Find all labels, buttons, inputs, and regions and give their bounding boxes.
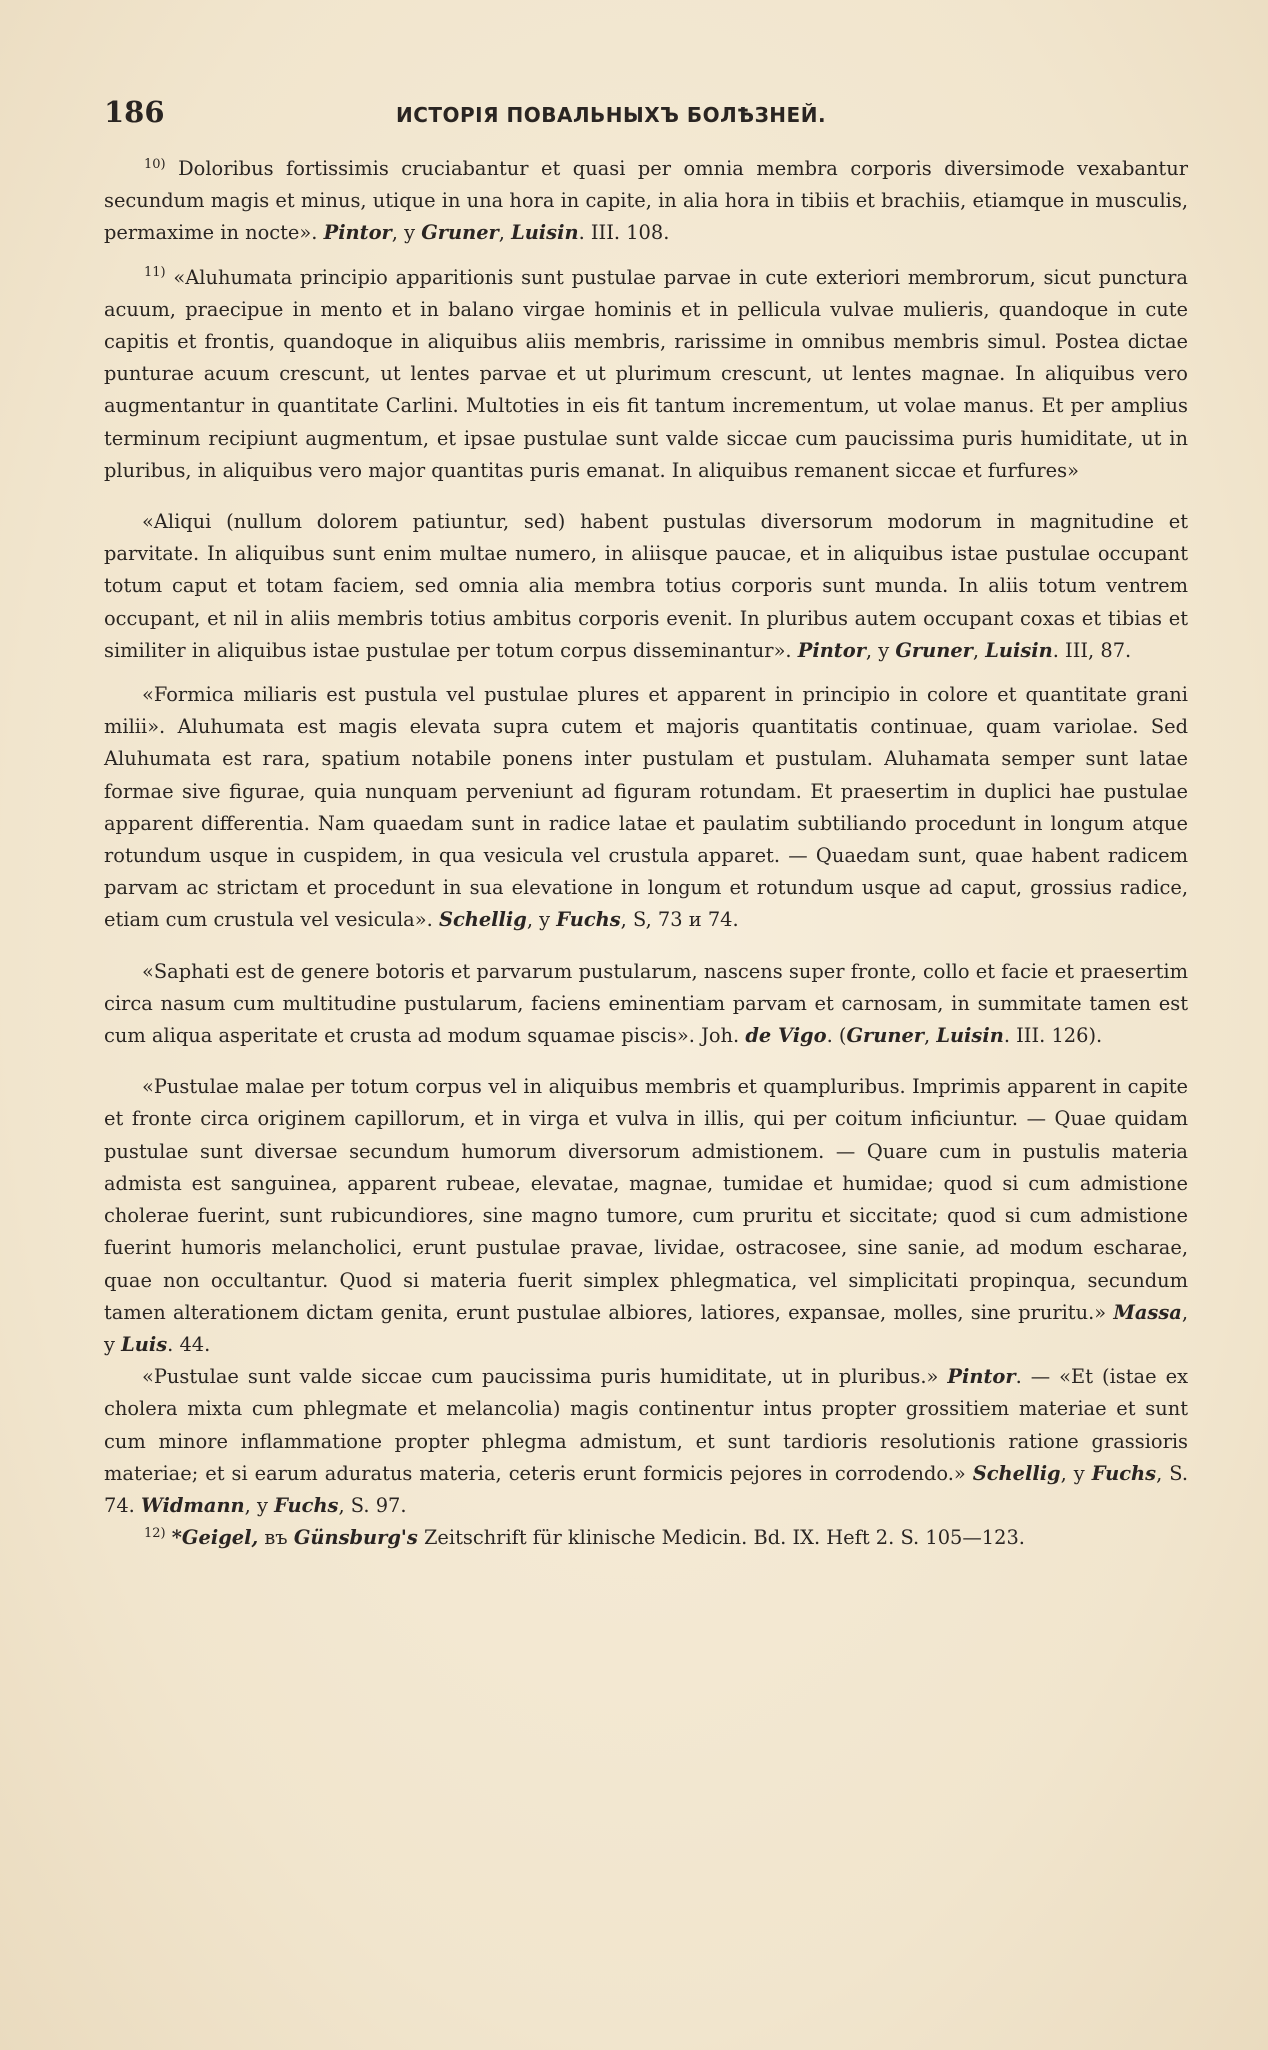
citation-author: Pintor — [323, 221, 392, 245]
citation — [745, 1024, 1102, 1047]
running-title: ИСТОРІЯ ПОВАЛЬНЫХЪ БОЛѢЗНЕЙ. — [395, 103, 827, 127]
citation-text: , y — [244, 1493, 275, 1517]
citation-text: Zeitschrift für klinische Medicin. Bd. IX. Heft 2. S. 105—123. — [417, 1526, 1025, 1550]
page-header — [104, 95, 1188, 135]
citation-text: , y — [1060, 1461, 1092, 1485]
citation-text: въ — [258, 1526, 294, 1550]
citation-text: . III. 126). — [1003, 1024, 1103, 1048]
citation-text: , S. 74. — [104, 1461, 1188, 1517]
citation-text: , — [498, 221, 512, 245]
footnote-text: Doloribus fortissimis cruciabantur et quasi per omnia membra corporis diversimode vexabantur secundum magis et minus, utique in una hora in capite, in alia hora in tibiis et brachiis, etiamque in musculis, permaxime in nocte». — [104, 157, 1188, 245]
page-number: 186 — [104, 95, 165, 129]
paragraph-text: «Saphati est de genere botoris et parvarum pustularum, nascens super fronte, collo et facie et praesertim circa nasum cum multitudine pustularum, faciens eminentiam parvam et carnosam, in summitate tamen est cum aliqua asperitate et crusta ad modum squamae piscis». Joh. — [104, 959, 1188, 1048]
citation-author: Gruner — [895, 638, 973, 662]
footnote-11-paragraph-3 — [104, 679, 1188, 937]
paragraph-text: «Pustulae sunt valde siccae cum paucissima puris humiditate, ut in pluribus.» — [142, 1365, 948, 1389]
citation-author: Luis — [121, 1332, 168, 1356]
citation — [798, 639, 1131, 662]
citation-text: . ( — [826, 1024, 847, 1048]
citation-author: Günsburg's — [293, 1526, 418, 1550]
citation-author: Massa — [1113, 1300, 1182, 1324]
citation-text: , y — [526, 908, 557, 932]
footnote-12 — [104, 1522, 1188, 1554]
citation-author: Fuchs — [556, 908, 621, 932]
footnote-text: «Aluhumata principio apparitionis sunt pustulae parvae in cute exteriori membrorum, sicut punctura acuum, praecipue in mento et in balano virgae hominis et in pellicula vulvae mulieris, quandoque in cute capitis et frontis, quandoque in aliquibus aliis membris, rarissime in omnibus membris simul. Postea dictae punturae acuum crescunt, ut lentes parvae et ut plurimum crescunt, ut lentes magnae. In aliquibus vero augmentantur in quantitate Carlini. Multoties in eis fit tantum incrementum, ut volae manus. Et per amplius terminum recipiunt augmentum, et ipsae pustulae sunt valde siccae cum paucissima puris humiditate, ut in pluribus, in aliquibus vero major quantitas puris emanat. In aliquibus remanent siccae et furfures» — [104, 265, 1188, 482]
citation-text: , S. 97. — [338, 1493, 407, 1517]
citation-author: Luisin — [511, 221, 579, 245]
citation-author: *Geigel, — [171, 1526, 259, 1550]
footnote-10 — [104, 153, 1188, 250]
citation-author: Widmann — [141, 1493, 245, 1517]
footnote-11-paragraph-4 — [104, 956, 1188, 1053]
footnote-11 — [104, 262, 1188, 487]
footnote-marker: 11) — [144, 265, 166, 281]
paragraph-text: «Aliqui (nullum dolorem patiuntur, sed) habent pustulas diversorum modorum in magnitudine et parvitate. In aliquibus sunt enim multae numero, in aliisque paucae, et in aliquibus istae pustulae occupant totum caput et totam faciem, sed omnia alia membra totius corporis sunt munda. In aliis totum ventrem occupant, et nil in aliis membris totius ambitus corporis evenit. In pluribus autem occupant coxas et tibias et similiter in aliquibus istae pustulae per totum corpus disseminantur». — [104, 510, 1188, 662]
citation-author: Gruner — [846, 1024, 924, 1048]
citation-text: . III. 108. — [578, 221, 670, 245]
paragraph-text: «Pustulae malae per totum corpus vel in aliquibus membris et quampluribus. Imprimis apparent in capite et fronte circa originem capillorum, et in virga et vulva in illis, qui per coitum inficiuntur. — Quae quidam pustulae sunt diversae secundum humorum diversorum admistionem. — Quare cum in pustulis materia admista est sanguinea, apparent rubeae, elevatae, magnae, tumidae et humidae; quod si cum admistione cholerae fuerint, sunt rubicundiores, sine magno tumore, cum pruritu et siccitate; quod si cum admistione fuerint humoris melancholici, erunt pustulae pravae, lividae, ostracosee, sine sanie, ad modum escharae, quae non occultantur. Quod si materia fuerit simplex phlegmatica, vel simplicitati propinqua, secundum tamen alterationem dictam genita, erunt pustulae albiores, latiores, expansae, molles, sine pruritu.» — [104, 1075, 1188, 1324]
citation-text: , — [972, 638, 986, 662]
footnote-11-paragraph-5 — [104, 1071, 1188, 1361]
paragraph-text: «Formica miliaris est pustula vel pustulae plures et apparent in principio in colore et quantitate grani milii». Aluhumata est magis elevata supra cutem et majoris quantitatis continuae, quam variolae. Sed Aluhumata est rara, spatium notabile ponens inter pustulam et pustulam. Aluhamata semper sunt latae formae sive figurae, quia nunquam perveniunt ad figuram rotundam. Et praesertim in duplici hae pustulae apparent differentia. Nam quaedam sunt in radice latae et paulatim subtiliando procedunt in longum atque rotundum usque in cuspidem, in qua vesicula vel crustula apparet. — Quaedam sunt, quae habent radicem parvam ac strictam et procedunt in sua elevatione in longum et rotundum usque ad caput, grossius radice, etiam cum crustula vel vesicula». — [104, 683, 1188, 932]
citation-author: Fuchs — [1091, 1461, 1157, 1485]
citation-author: de Vigo — [745, 1024, 827, 1048]
citation — [439, 908, 739, 931]
footnote-11-paragraph-6 — [104, 1361, 1188, 1522]
citation-author: Gruner — [421, 221, 499, 245]
citation-text: , y — [865, 638, 896, 662]
citation-text: . III, 87. — [1052, 638, 1132, 662]
citation-text: , y — [391, 221, 422, 245]
citation-text: , S, 73 и 74. — [620, 908, 739, 932]
footnote-11-paragraph-2 — [104, 506, 1188, 667]
citation-author: Luisin — [936, 1024, 1004, 1048]
citation-author: Schellig — [438, 908, 527, 932]
citation-author: Pintor — [947, 1365, 1016, 1389]
footnote-marker: 12) — [144, 1525, 166, 1541]
citation — [172, 1526, 1025, 1549]
citation-text: , — [924, 1024, 937, 1048]
citation-author: Luisin — [985, 638, 1053, 662]
citation-author: Schellig — [972, 1461, 1061, 1485]
citation-author: Fuchs — [274, 1493, 339, 1517]
footnote-marker: 10) — [144, 156, 166, 172]
citation-text: , y — [104, 1300, 1188, 1356]
citation — [324, 221, 670, 244]
citation-text: . — «Et (istae ex cholera mixta cum phlegmate et melancolia) magis continentur intus propter grossitiem materiae et sunt cum minore inflammatione propter phlegma admistum, et sunt tardioris resolutionis ratione grassioris materiae; et si earum aduratus materia, ceteris erunt formicis pejores in corrodendo.» — [104, 1365, 1189, 1485]
citation-author: Pintor — [797, 638, 866, 662]
citation-text: . 44. — [167, 1332, 211, 1356]
footnotes-body — [104, 153, 1188, 1554]
